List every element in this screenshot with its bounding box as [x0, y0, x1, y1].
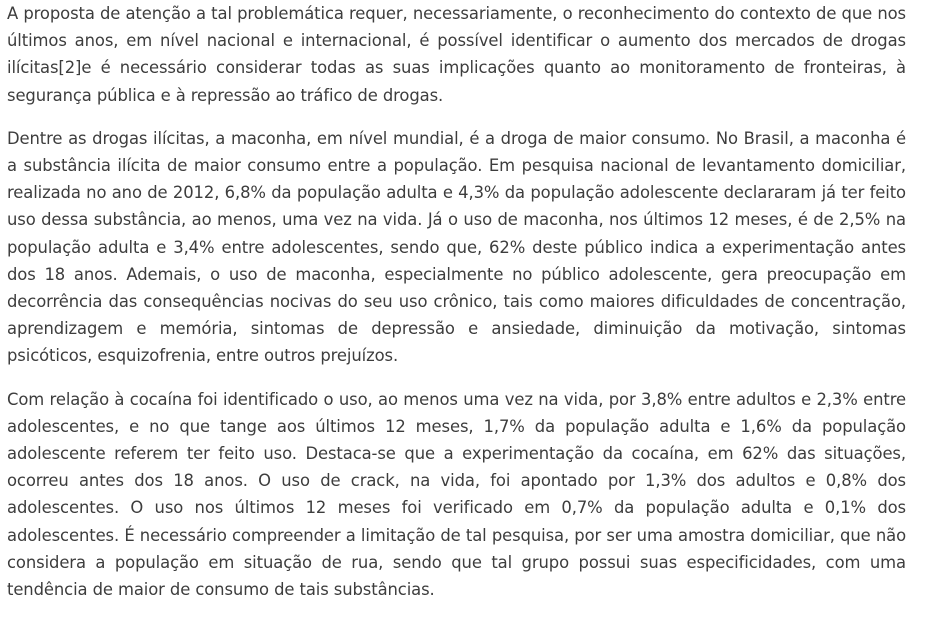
paragraph-cocaina: Com relação à cocaína foi identificado o uso, ao menos uma vez na vida, por 3,8% entre adultos e 2,3% entre adolescentes, e no que tange aos últimos 12 meses, 1,7% da população adulta e 1,6% da população adolescente referem ter feito uso. Destaca-se que a experimentação da cocaína, em 62% das situações, ocorreu antes dos 18 anos. O uso de crack, na vida, foi apontado por 1,3% dos adultos e 0,8% dos adolescentes. O uso nos últimos 12 meses foi verificado em 0,7% da população adulta e 0,1% dos adolescentes. É necessário compreender a limitação de tal pesquisa, por ser uma amostra domiciliar, que não considera a população em situação de rua, sendo que tal grupo possui suas especificidades, com uma tendência de maior de consumo de tais substâncias.	[7, 389, 906, 600]
article-body	[7, 0, 906, 619]
paragraph-maconha: Dentre as drogas ilícitas, a maconha, em nível mundial, é a droga de maior consumo. No Brasil, a maconha é a substância ilícita de maior consumo entre a população. Em pesquisa nacional de levantamento domiciliar, realizada no ano de 2012, 6,8% da população adulta e 4,3% da população adolescente declararam já ter feito uso dessa substância, ao menos, uma vez na vida. Já o uso de maconha, nos últimos 12 meses, é de 2,5% na população adulta e 3,4% entre adolescentes, sendo que, 62% deste público indica a experimentação antes dos 18 anos. Ademais, o uso de maconha, especialmente no público adolescente, gera preocupação em decorrência das consequências nocivas do seu uso crônico, tais como maiores dificuldades de concentração, aprendizagem e memória, sintomas de depressão e ansiedade, diminuição da motivação, sintomas psicóticos, esquizofrenia, entre outros prejuízos.	[7, 128, 906, 366]
paragraph-intro: A proposta de atenção a tal problemática requer, necessariamente, o reconhecimento do contexto de que nos últimos anos, em nível nacional e internacional, é possível identificar o aumento dos mercados de drogas ilícitas[2]e é necessário considerar todas as suas implicações quanto ao monitoramento de fronteiras, à segurança pública e à repressão ao tráfico de drogas.	[7, 4, 906, 105]
